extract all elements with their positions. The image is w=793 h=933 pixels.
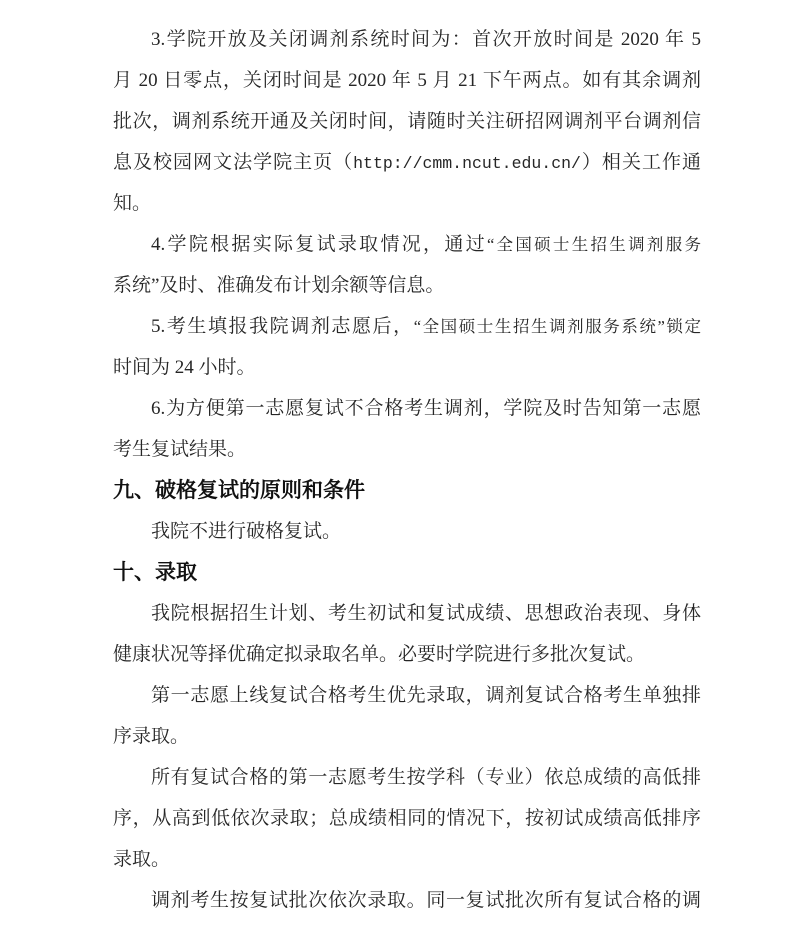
text-line xyxy=(113,675,701,716)
text-segment: 4.学院根据实际复试录取情况，通过 xyxy=(151,234,487,255)
text-line xyxy=(113,265,701,306)
text-segment: 序录取。 xyxy=(113,726,190,747)
text-line xyxy=(113,19,701,60)
text-segment: 5.考生填报我院调剂志愿后， xyxy=(151,316,414,337)
text-segment: 我院不进行破格复试。 xyxy=(151,521,342,542)
text-segment: 所有复试合格的第一志愿考生按学科（专业）依总成绩的高低排 xyxy=(151,767,701,788)
text-line xyxy=(113,101,701,142)
text-segment: 时间为 24 小时。 xyxy=(113,357,256,378)
text-line xyxy=(113,142,701,183)
text-line xyxy=(113,60,701,101)
text-segment: 6.为方便第一志愿复试不合格考生调剂，学院及时告知第一志愿 xyxy=(151,398,701,419)
text-line xyxy=(113,511,701,552)
text-segment: 考生复试结果。 xyxy=(113,439,247,460)
text-segment: 录取。 xyxy=(113,849,171,870)
text-line xyxy=(113,429,701,470)
text-line xyxy=(113,306,701,347)
text-line xyxy=(113,593,701,634)
text-segment: 月 20 日零点，关闭时间是 2020 年 5 月 21 下午两点。如有其余调剂 xyxy=(113,70,701,91)
text-segment: 知。 xyxy=(113,193,152,214)
document-body xyxy=(113,19,701,921)
text-line xyxy=(113,634,701,675)
text-line xyxy=(113,880,701,921)
text-segment: 系统”及时、准确发布计划余额等信息。 xyxy=(113,275,445,296)
text-line xyxy=(113,839,701,880)
section-heading: 九、破格复试的原则和条件 xyxy=(113,479,365,502)
text-segment: 3.学院开放及关闭调剂系统时间为：首次开放时间是 2020 年 5 xyxy=(151,29,701,50)
text-segment: 健康状况等择优确定拟录取名单。必要时学院进行多批次复试。 xyxy=(113,644,646,665)
text-segment: 批次，调剂系统开通及关闭时间，请随时关注研招网调剂平台调剂信 xyxy=(113,111,701,132)
text-segment: 序，从高到低依次录取；总成绩相同的情况下，按初试成绩高低排序 xyxy=(113,808,701,829)
text-segment: 第一志愿上线复试合格考生优先录取，调剂复试合格考生单独排 xyxy=(151,685,701,706)
text-line xyxy=(113,388,701,429)
url-text: http://cmm.ncut.edu.cn/ xyxy=(353,154,581,173)
text-segment: 调剂考生按复试批次依次录取。同一复试批次所有复试合格的调 xyxy=(151,890,701,911)
text-line xyxy=(113,798,701,839)
text-segment: 我院根据招生计划、考生初试和复试成绩、思想政治表现、身体 xyxy=(151,603,701,624)
text-line xyxy=(113,757,701,798)
section-heading: 十、录取 xyxy=(113,561,197,584)
text-line xyxy=(113,183,701,224)
text-line xyxy=(113,224,701,265)
text-segment: 息及校园网文法学院主页（ xyxy=(113,152,354,173)
text-line xyxy=(113,347,701,388)
text-segment: ）相关工作通 xyxy=(580,152,701,173)
text-line xyxy=(113,716,701,757)
text-segment: “全国硕士生招生调剂服务 xyxy=(486,235,701,254)
text-segment: “全国硕士生招生调剂服务系统”锁定 xyxy=(413,317,701,336)
